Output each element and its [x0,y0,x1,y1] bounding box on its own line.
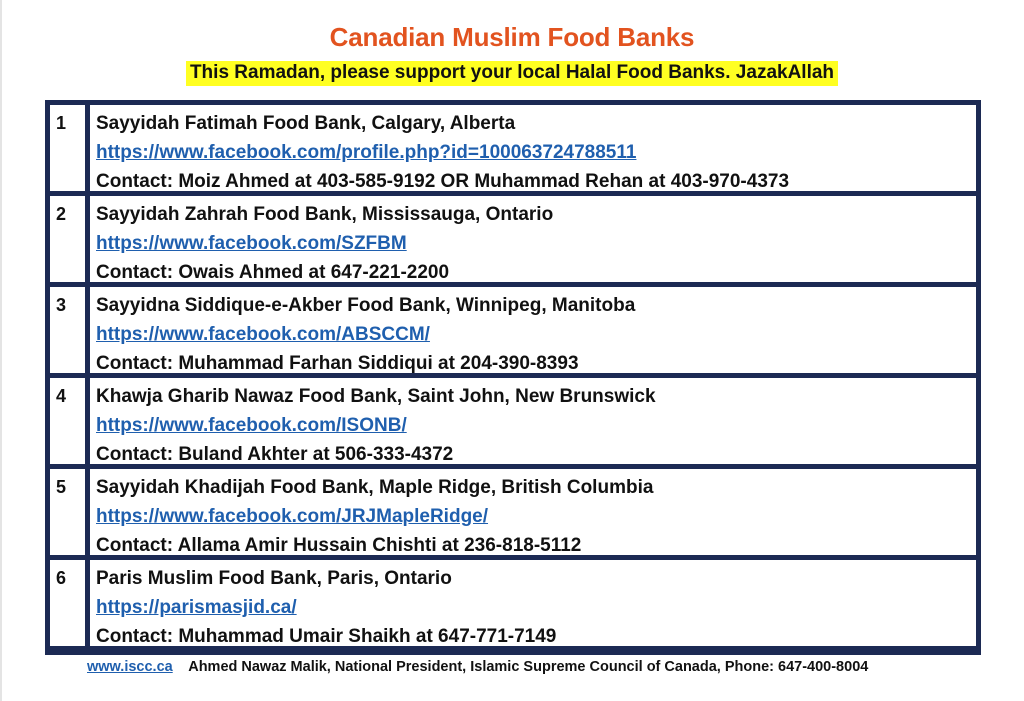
row-details [90,287,976,373]
subtitle-container [0,61,1024,86]
food-bank-link[interactable]: https://www.facebook.com/profile.php?id=100063724788511 [96,142,637,163]
food-bank-contact: Contact: Allama Amir Hussain Chishti at 236-818-5112 [96,535,582,556]
food-bank-contact: Contact: Moiz Ahmed at 403-585-9192 OR Muhammad Rehan at 403-970-4373 [96,171,790,192]
footer-text: Ahmed Nawaz Malik, National President, Islamic Supreme Council of Canada, Phone: 647-400-8004 [188,659,869,675]
table-row [50,469,976,555]
row-details [90,560,976,646]
table-row [50,287,976,373]
food-bank-name: Sayyidah Khadijah Food Bank, Maple Ridge, British Columbia [96,477,654,498]
row-details [90,105,976,191]
table-row [50,560,976,646]
footer-website-link[interactable]: www.iscc.ca [87,659,173,675]
row-details [90,196,976,282]
food-bank-name: Khawja Gharib Nawaz Food Bank, Saint John, New Brunswick [96,386,656,407]
row-number: 1 [50,105,85,191]
row-number: 4 [50,378,85,464]
food-bank-link[interactable]: https://www.facebook.com/ABSCCM/ [96,324,430,345]
food-bank-contact: Contact: Muhammad Umair Shaikh at 647-771-7149 [96,626,557,647]
footer [87,659,868,675]
food-bank-link[interactable]: https://www.facebook.com/ISONB/ [96,415,407,436]
food-bank-contact: Contact: Buland Akhter at 506-333-4372 [96,444,454,465]
row-number: 6 [50,560,85,646]
food-bank-name: Paris Muslim Food Bank, Paris, Ontario [96,568,452,589]
food-bank-link[interactable]: https://www.facebook.com/SZFBM [96,233,407,254]
row-details [90,378,976,464]
row-details [90,469,976,555]
page-title: Canadian Muslim Food Banks [329,22,695,52]
food-bank-link[interactable]: https://www.facebook.com/JRJMapleRidge/ [96,506,489,527]
table-row [50,105,976,191]
food-bank-name: Sayyidna Siddique-e-Akber Food Bank, Winnipeg, Manitoba [96,295,636,316]
table-row [50,196,976,282]
food-bank-name: Sayyidah Zahrah Food Bank, Mississauga, Ontario [96,204,554,225]
food-bank-table [45,100,981,655]
food-bank-link[interactable]: https://parismasjid.ca/ [96,597,297,618]
left-edge-rule [0,0,2,701]
row-number: 3 [50,287,85,373]
food-bank-name: Sayyidah Fatimah Food Bank, Calgary, Alberta [96,113,516,134]
row-number: 2 [50,196,85,282]
page-subtitle: This Ramadan, please support your local Halal Food Banks. JazakAllah [186,61,838,86]
food-bank-contact: Contact: Muhammad Farhan Siddiqui at 204-390-8393 [96,353,579,374]
row-number: 5 [50,469,85,555]
food-bank-contact: Contact: Owais Ahmed at 647-221-2200 [96,262,450,283]
table-row [50,378,976,464]
